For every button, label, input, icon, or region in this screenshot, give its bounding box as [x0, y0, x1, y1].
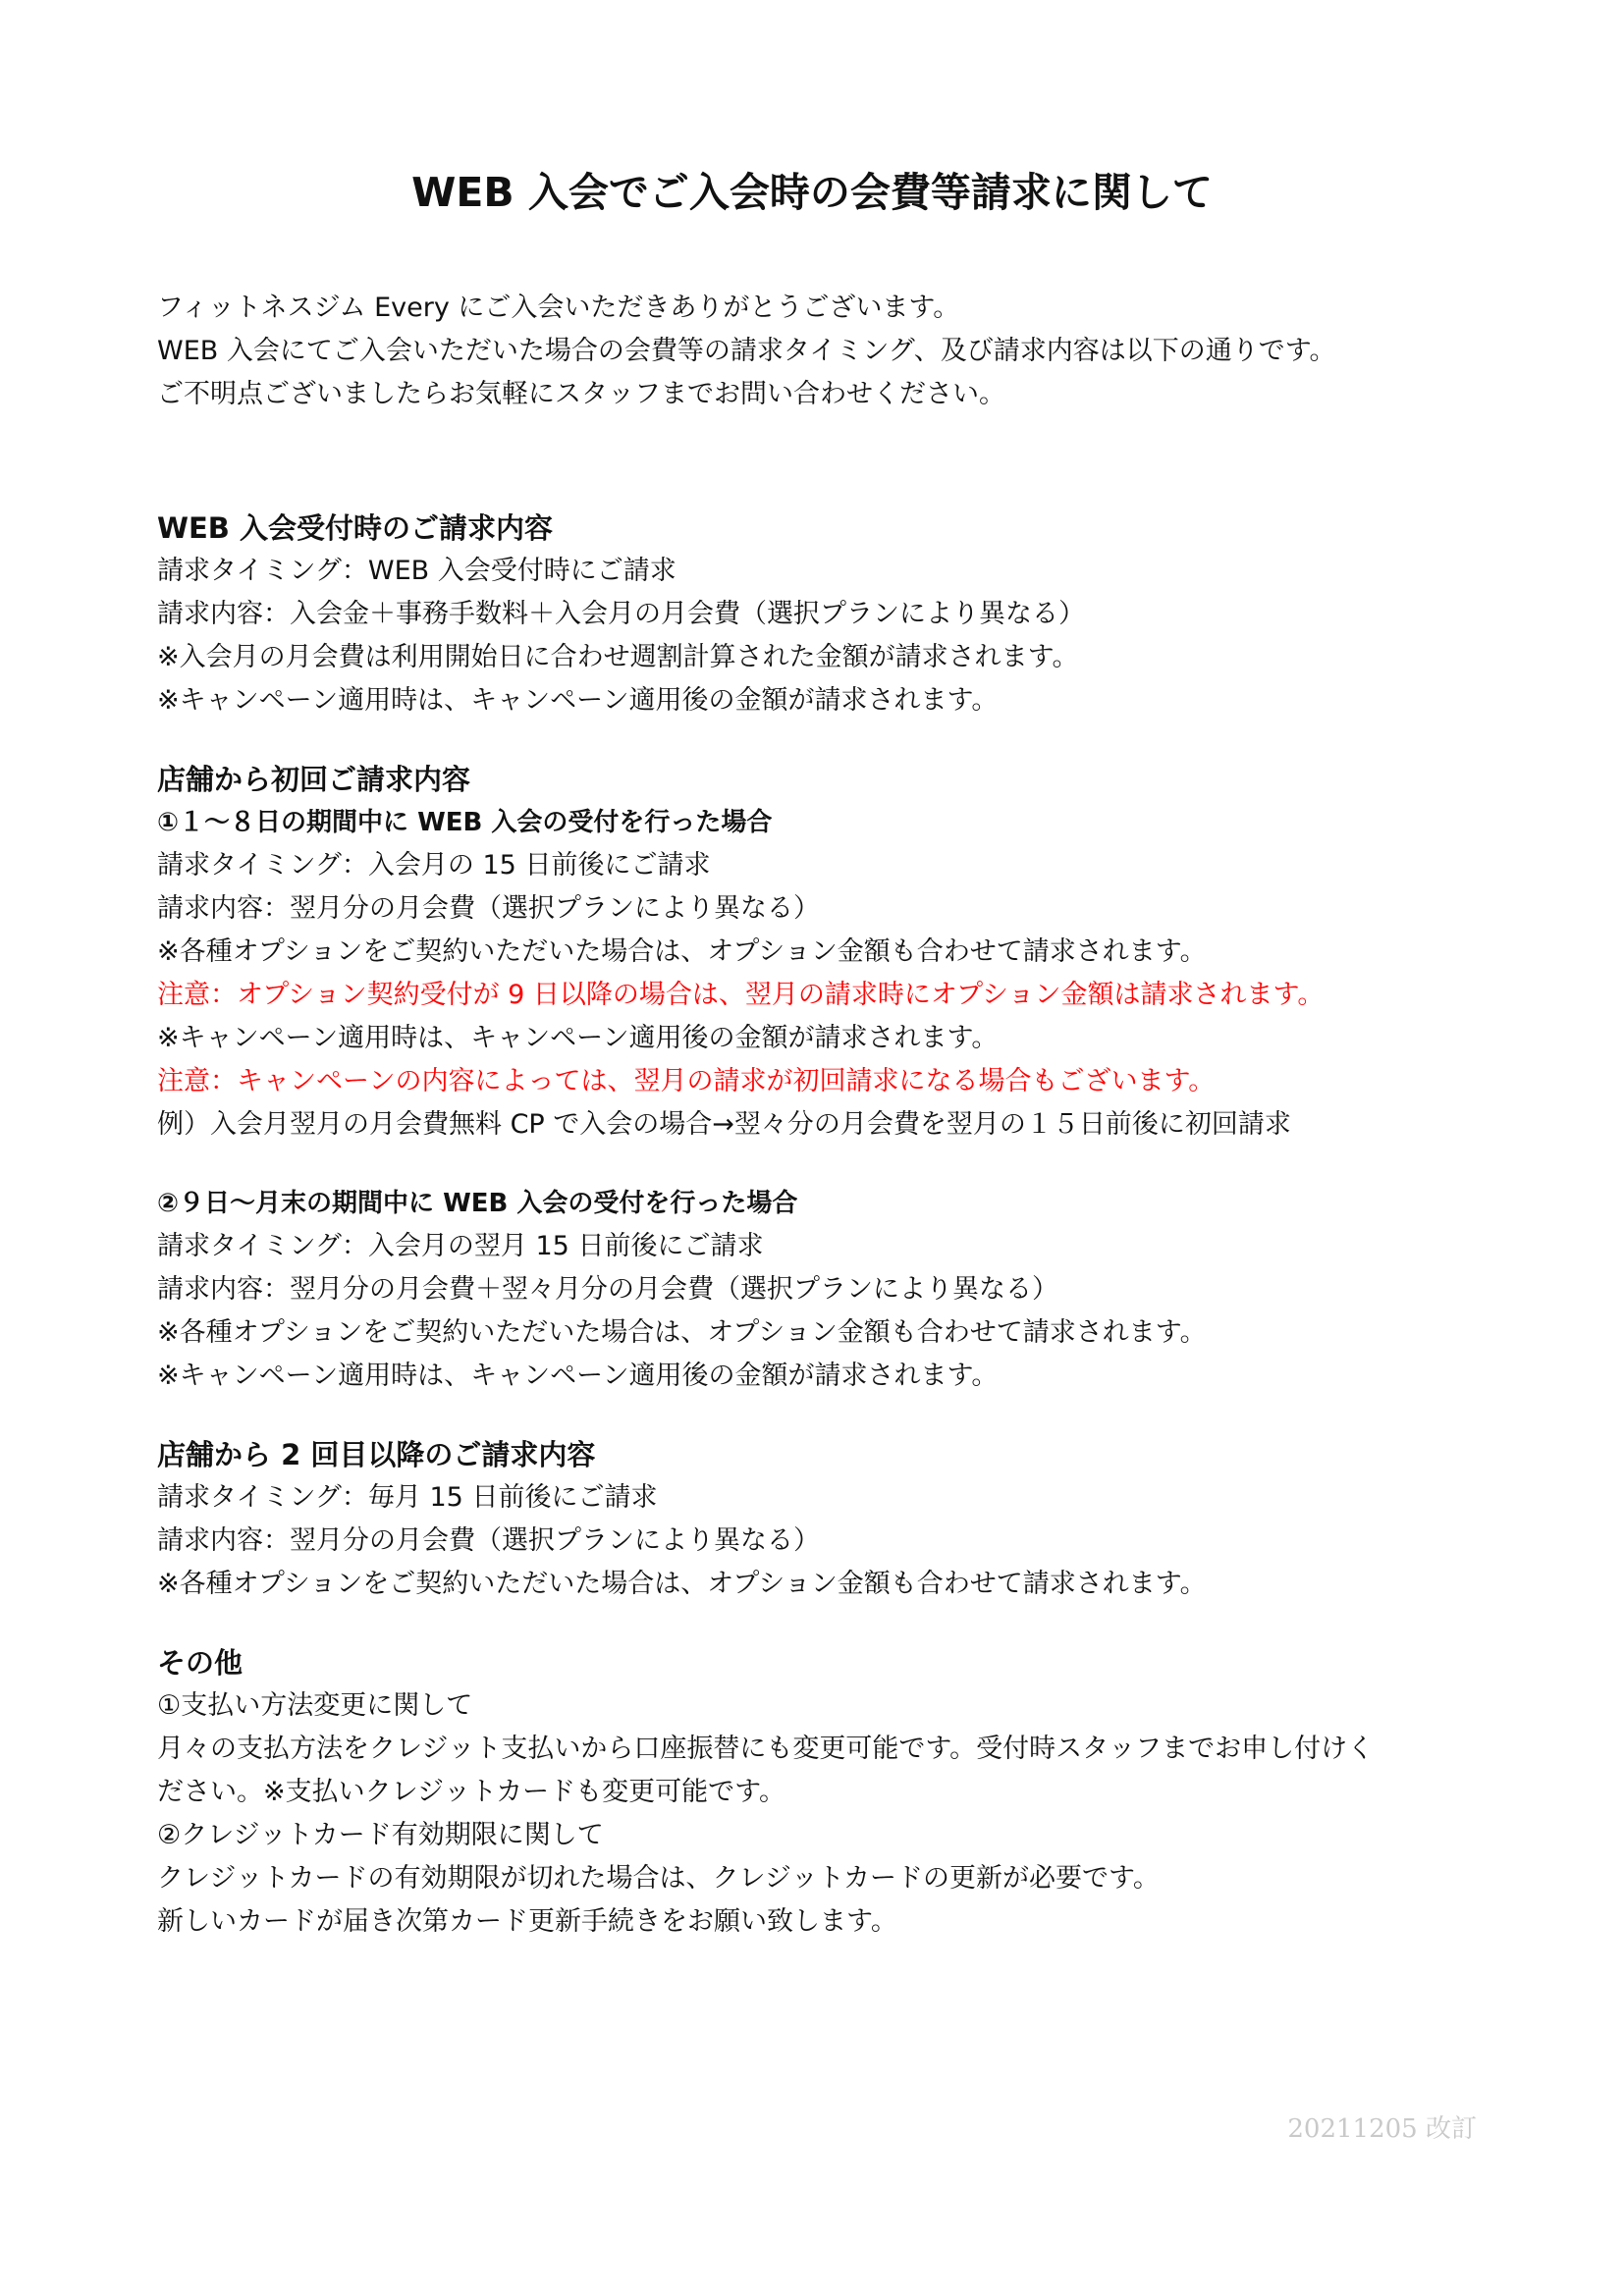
section-heading: 店舗から初回ご請求内容 [157, 763, 471, 796]
section-line: ※キャンペーン適用時は、キャンペーン適用後の金額が請求されます。 [157, 1361, 999, 1391]
item-title: ②クレジットカード有効期限に関して [157, 1820, 604, 1850]
section-line: 請求タイミング：入会月の 15 日前後にご請求 [157, 850, 711, 881]
item-body: 月々の支払方法をクレジット支払いから口座振替にも変更可能です。受付時スタッフまでお申し付けく [157, 1734, 1375, 1764]
intro-line: ご不明点ございましたらお気軽にスタッフまでお問い合わせください。 [157, 379, 1005, 409]
warning-note: 注意：キャンペーンの内容によっては、翌月の請求が初回請求になる場合もございます。 [157, 1066, 1216, 1096]
section-heading: WEB 入会受付時のご請求内容 [157, 511, 553, 545]
item-body: ださい。※支払いクレジットカードも変更可能です。 [157, 1777, 785, 1807]
section-line: 請求内容：翌月分の月会費（選択プランにより異なる） [157, 1525, 820, 1556]
section-line: 請求内容：翌月分の月会費（選択プランにより異なる） [157, 893, 820, 924]
document-body [157, 287, 1473, 1979]
section-line: 請求タイミング：WEB 入会受付時にご請求 [157, 556, 677, 586]
section-other [157, 1641, 1473, 1944]
section-line: ※入会月の月会費は利用開始日に合わせ週割計算された金額が請求されます。 [157, 642, 1079, 672]
section-line: ※各種オプションをご契約いただいた場合は、オプション金額も合わせて請求されます。 [157, 1317, 1207, 1348]
spacer [157, 1147, 1473, 1182]
item-body: クレジットカードの有効期限が切れた場合は、クレジットカードの更新が必要です。 [157, 1863, 1160, 1894]
section-first-store-billing [157, 758, 1473, 1398]
item-body: 新しいカードが届き次第カード更新手続きをお願い致します。 [157, 1906, 897, 1937]
section-line: ※キャンペーン適用時は、キャンペーン適用後の金額が請求されます。 [157, 1023, 999, 1053]
section-heading: 店舗から 2 回目以降のご請求内容 [157, 1438, 596, 1471]
item-title: ①支払い方法変更に関して [157, 1690, 473, 1721]
warning-note: 注意：オプション契約受付が 9 日以降の場合は、翌月の請求時にオプション金額は請求されます。 [157, 980, 1325, 1010]
intro-line: フィットネスジム Every にご入会いただきありがとうございます。 [157, 293, 960, 323]
section-line: ※各種オプションをご契約いただいた場合は、オプション金額も合わせて請求されます。 [157, 1569, 1207, 1599]
section-second-billing [157, 1433, 1473, 1606]
section-line: 請求内容：入会金＋事務手数料＋入会月の月会費（選択プランにより異なる） [157, 599, 1085, 629]
section-web-signup-billing [157, 507, 1473, 722]
intro-paragraph [157, 287, 1473, 416]
revision-date: 20211205 改訂 [1287, 2114, 1477, 2144]
case-heading: ①１～８日の期間中に WEB 入会の受付を行った場合 [157, 808, 773, 837]
intro-line: WEB 入会にてご入会いただいた場合の会費等の請求タイミング、及び請求内容は以下の通りです。 [157, 336, 1336, 366]
section-line: 請求タイミング：入会月の翌月 15 日前後にご請求 [157, 1231, 764, 1261]
case-heading: ②９日～月末の期間中に WEB 入会の受付を行った場合 [157, 1189, 798, 1218]
page-title: WEB 入会でご入会時の会費等請求に関して [411, 169, 1213, 216]
section-line: 請求タイミング：毎月 15 日前後にご請求 [157, 1482, 658, 1513]
section-line: ※各種オプションをご契約いただいた場合は、オプション金額も合わせて請求されます。 [157, 936, 1207, 967]
section-line: ※キャンペーン適用時は、キャンペーン適用後の金額が請求されます。 [157, 685, 999, 716]
section-line: 請求内容：翌月分の月会費＋翌々月分の月会費（選択プランにより異なる） [157, 1274, 1058, 1305]
example-line: 例）入会月翌月の月会費無料 CP で入会の場合→翌々分の月会費を翌月の１５日前後に初回請求 [157, 1109, 1291, 1140]
section-heading: その他 [157, 1646, 244, 1680]
